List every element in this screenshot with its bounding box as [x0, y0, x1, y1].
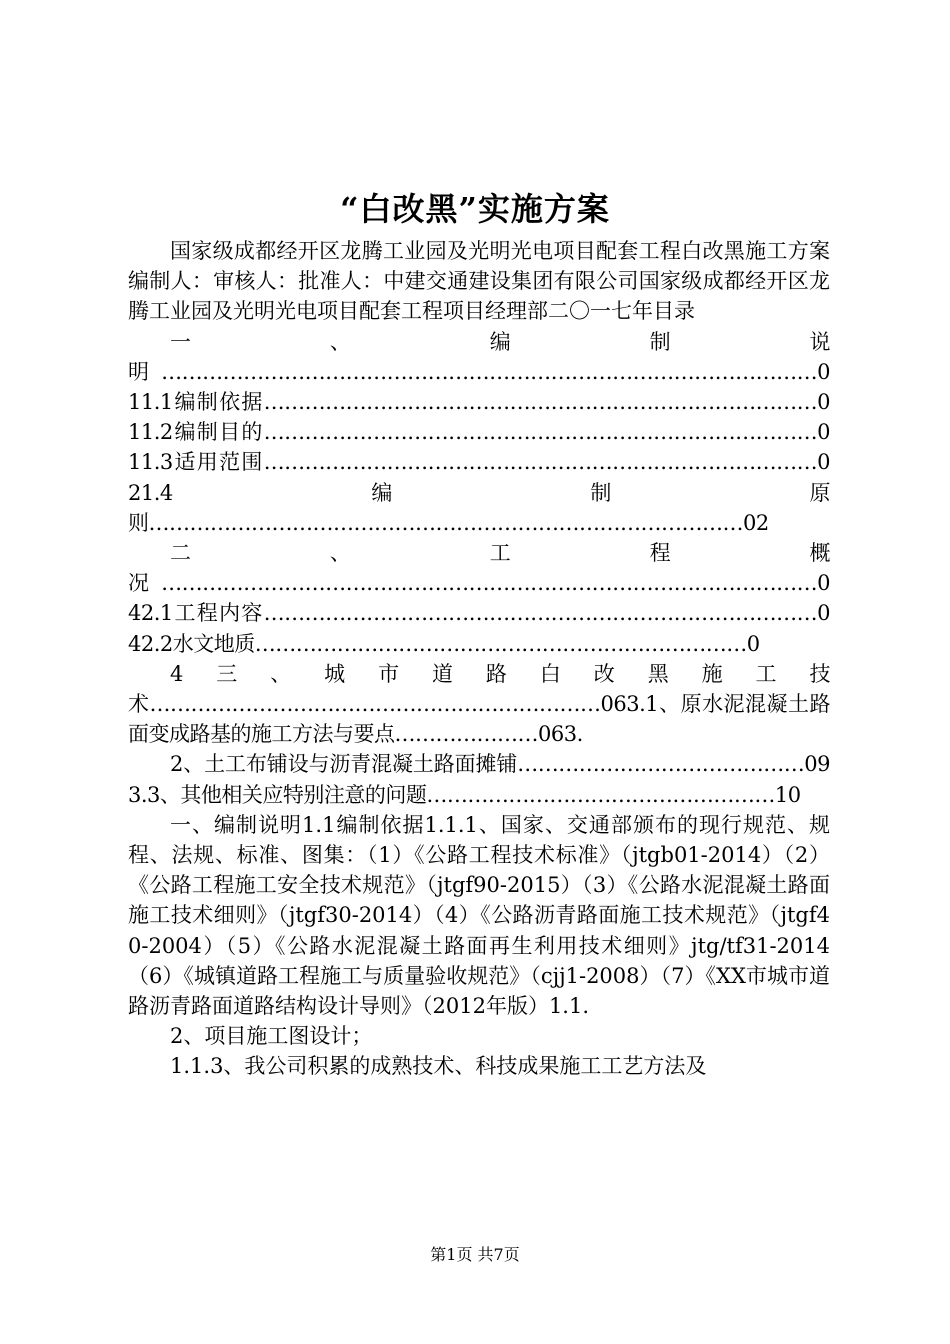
document-title: “白改黑”实施方案 [340, 190, 610, 228]
toc-section-2: 二、工程概况……………………………………………………………………………………042.1工程内容………………………………………………………………………042.2水文地质………………………………………………………………0 [128, 541, 830, 656]
page-footer: 第1页 共7页 [430, 1245, 520, 1264]
section-1-item-2: 2、项目施工图设计； [170, 1024, 373, 1049]
section-1-paragraph: 一、编制说明1.1编制依据1.1.1、国家、交通部颁布的现行规范、规程、法规、标准、图集：（1）《公路工程技术标准》（jtgb01-2014）（2）《公路工程施工安全技术规范》（jtgf90-2015）（3）《公路水泥混凝土路面施工技术细则》（jtgf30-2014）（4）《公路沥青路面施工技术规范》（jtgf40-2004）（5）《公路水泥混凝土路面再生利用技术细则》jtg/tf31-2014（6）《城镇道路工程施工与质量验收规范》（cjj1-2008）（7）《XX市城市道路沥青路面道路结构设计导则》（2012年版）1.1. [128, 812, 830, 1019]
document-body [128, 236, 830, 1082]
toc-section-3-cont: 2、土工布铺设与沥青混凝土路面摊铺……………………………………093.3、其他相关应特别注意的问题……………………………………………10 [128, 752, 830, 807]
section-1-item-3: 1.1.3、我公司积累的成熟技术、科技成果施工工艺方法及 [170, 1054, 707, 1079]
intro-paragraph: 国家级成都经开区龙腾工业园及光明光电项目配套工程白改黑施工方案编制人：审核人：批准人：中建交通建设集团有限公司国家级成都经开区龙腾工业园及光明光电项目配套工程项目经理部二〇一七年目录 [128, 239, 830, 324]
toc-section-3: 4三、城市道路白改黑施工技术…………………………………………………………063.1、原水泥混凝土路面变成路基的施工方法与要点…………………063. [128, 661, 830, 747]
toc-section-1: 一、编制说明……………………………………………………………………………………011.1编制依据………………………………………………………………………011.2编制目的………………………………………………………………………011.3适用范围………………………………………………………………………021.4编制原则……………………………………………………………………………02 [128, 329, 830, 535]
